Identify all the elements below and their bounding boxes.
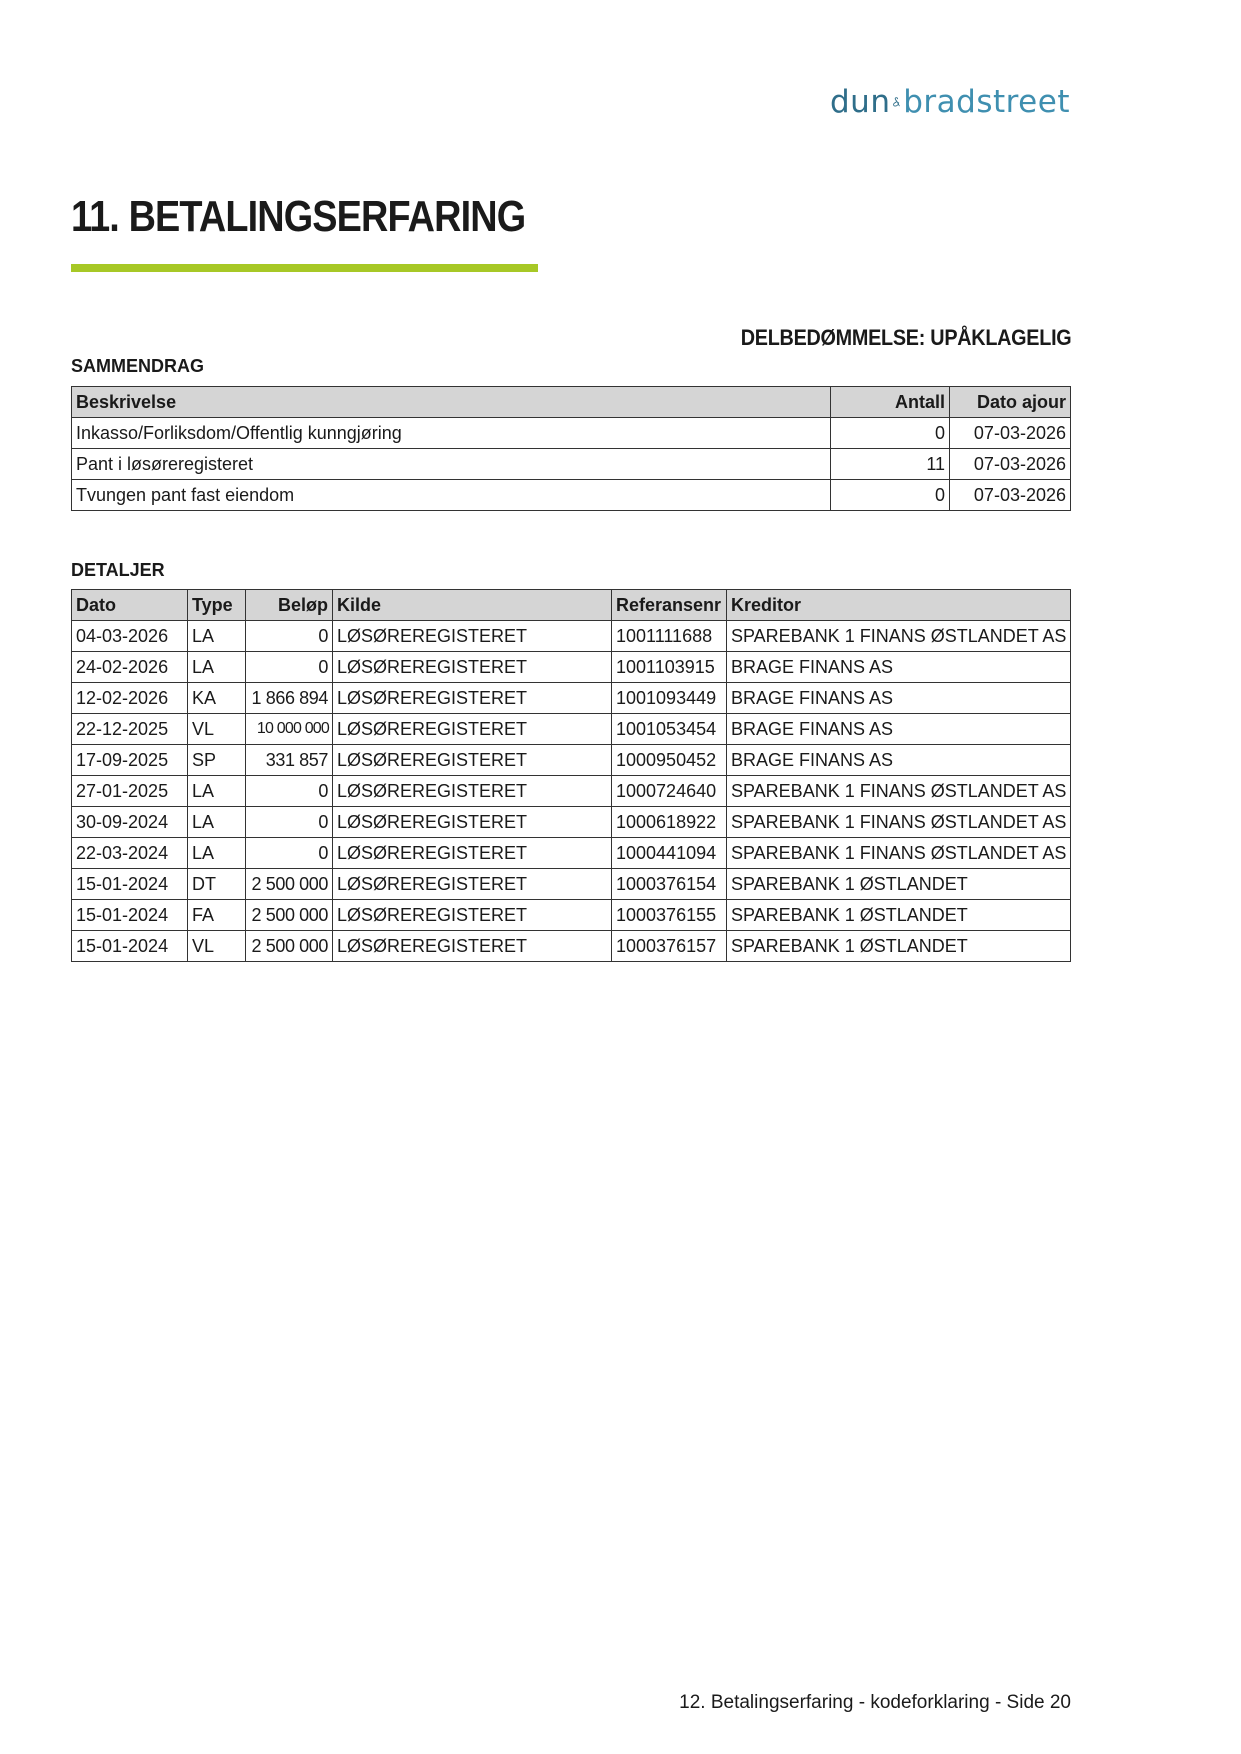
details-amount: 2 500 000 xyxy=(246,900,333,931)
details-date: 27-01-2025 xyxy=(72,776,188,807)
details-date: 22-03-2024 xyxy=(72,838,188,869)
details-creditor: SPAREBANK 1 FINANS ØSTLANDET AS xyxy=(727,621,1071,652)
details-header-row xyxy=(72,590,1071,621)
details-amount: 10 000 000 xyxy=(246,714,333,745)
page-title: 11. BETALINGSERFARING xyxy=(71,192,526,241)
ampersand-logo-icon xyxy=(892,82,901,122)
details-header-date: Dato xyxy=(72,590,188,621)
details-source: LØSØREREGISTERET xyxy=(333,776,612,807)
details-label: DETALJER xyxy=(71,560,165,580)
details-type: LA xyxy=(188,807,246,838)
details-creditor: SPAREBANK 1 FINANS ØSTLANDET AS xyxy=(727,807,1071,838)
details-creditor: BRAGE FINANS AS xyxy=(727,745,1071,776)
details-row xyxy=(72,807,1071,838)
details-amount: 0 xyxy=(246,621,333,652)
summary-count: 0 xyxy=(831,480,950,511)
details-source: LØSØREREGISTERET xyxy=(333,869,612,900)
details-creditor: BRAGE FINANS AS xyxy=(727,714,1071,745)
summary-label: SAMMENDRAG xyxy=(71,356,204,376)
details-reference: 1000950452 xyxy=(612,745,727,776)
summary-date: 07-03-2026 xyxy=(950,418,1071,449)
summary-header-date: Dato ajour xyxy=(950,387,1071,418)
details-reference: 1001053454 xyxy=(612,714,727,745)
details-amount: 0 xyxy=(246,838,333,869)
details-type: VL xyxy=(188,714,246,745)
summary-count: 11 xyxy=(831,449,950,480)
summary-description: Tvungen pant fast eiendom xyxy=(72,480,831,511)
summary-header-description: Beskrivelse xyxy=(72,387,831,418)
details-header-reference: Referansenr xyxy=(612,590,727,621)
details-row xyxy=(72,931,1071,962)
summary-header-row xyxy=(72,387,1071,418)
summary-row xyxy=(72,418,1071,449)
details-row xyxy=(72,714,1071,745)
details-date: 22-12-2025 xyxy=(72,714,188,745)
details-amount: 0 xyxy=(246,776,333,807)
summary-header-count: Antall xyxy=(831,387,950,418)
logo-word-bradstreet: bradstreet xyxy=(903,84,1070,120)
details-header-source: Kilde xyxy=(333,590,612,621)
details-reference: 1000376154 xyxy=(612,869,727,900)
details-creditor: SPAREBANK 1 ØSTLANDET xyxy=(727,900,1071,931)
details-reference: 1000376157 xyxy=(612,931,727,962)
details-date: 24-02-2026 xyxy=(72,652,188,683)
rating-heading: DELBEDØMMELSE: UPÅKLAGELIG xyxy=(740,325,1071,350)
details-type: SP xyxy=(188,745,246,776)
title-underline xyxy=(71,264,538,272)
details-creditor: SPAREBANK 1 FINANS ØSTLANDET AS xyxy=(727,776,1071,807)
details-creditor: BRAGE FINANS AS xyxy=(727,683,1071,714)
details-reference: 1000618922 xyxy=(612,807,727,838)
details-row xyxy=(72,900,1071,931)
details-type: LA xyxy=(188,621,246,652)
details-date: 17-09-2025 xyxy=(72,745,188,776)
details-creditor: SPAREBANK 1 ØSTLANDET xyxy=(727,869,1071,900)
details-creditor: BRAGE FINANS AS xyxy=(727,652,1071,683)
details-type: DT xyxy=(188,869,246,900)
details-type: FA xyxy=(188,900,246,931)
details-amount: 2 500 000 xyxy=(246,869,333,900)
summary-date: 07-03-2026 xyxy=(950,480,1071,511)
details-creditor: SPAREBANK 1 ØSTLANDET xyxy=(727,931,1071,962)
details-type: LA xyxy=(188,652,246,683)
details-source: LØSØREREGISTERET xyxy=(333,745,612,776)
details-amount: 1 866 894 xyxy=(246,683,333,714)
details-row xyxy=(72,745,1071,776)
details-date: 12-02-2026 xyxy=(72,683,188,714)
details-source: LØSØREREGISTERET xyxy=(333,683,612,714)
details-row xyxy=(72,776,1071,807)
details-date: 15-01-2024 xyxy=(72,900,188,931)
summary-description: Pant i løsøreregisteret xyxy=(72,449,831,480)
details-reference: 1001111688 xyxy=(612,621,727,652)
summary-date: 07-03-2026 xyxy=(950,449,1071,480)
details-reference: 1000376155 xyxy=(612,900,727,931)
details-type: VL xyxy=(188,931,246,962)
summary-count: 0 xyxy=(831,418,950,449)
summary-description: Inkasso/Forliksdom/Offentlig kunngjøring xyxy=(72,418,831,449)
details-row xyxy=(72,838,1071,869)
details-header-type: Type xyxy=(188,590,246,621)
dun-bradstreet-logo xyxy=(830,80,1070,124)
details-amount: 331 857 xyxy=(246,745,333,776)
summary-row xyxy=(72,449,1071,480)
details-date: 04-03-2026 xyxy=(72,621,188,652)
details-source: LØSØREREGISTERET xyxy=(333,621,612,652)
details-reference: 1000441094 xyxy=(612,838,727,869)
details-date: 15-01-2024 xyxy=(72,869,188,900)
details-reference: 1000724640 xyxy=(612,776,727,807)
details-source: LØSØREREGISTERET xyxy=(333,931,612,962)
details-table xyxy=(71,589,1071,962)
summary-row xyxy=(72,480,1071,511)
details-header-creditor: Kreditor xyxy=(727,590,1071,621)
details-reference: 1001103915 xyxy=(612,652,727,683)
details-type: LA xyxy=(188,776,246,807)
details-type: KA xyxy=(188,683,246,714)
details-row xyxy=(72,683,1071,714)
details-header-amount: Beløp xyxy=(246,590,333,621)
details-row xyxy=(72,869,1071,900)
details-date: 30-09-2024 xyxy=(72,807,188,838)
details-amount: 0 xyxy=(246,807,333,838)
details-source: LØSØREREGISTERET xyxy=(333,714,612,745)
details-reference: 1001093449 xyxy=(612,683,727,714)
details-source: LØSØREREGISTERET xyxy=(333,900,612,931)
details-row xyxy=(72,652,1071,683)
details-amount: 2 500 000 xyxy=(246,931,333,962)
details-source: LØSØREREGISTERET xyxy=(333,838,612,869)
details-type: LA xyxy=(188,838,246,869)
summary-table xyxy=(71,386,1071,511)
page-footer: 12. Betalingserfaring - kodeforklaring - Side 20 xyxy=(679,1692,1071,1713)
details-amount: 0 xyxy=(246,652,333,683)
logo-word-dun: dun xyxy=(830,84,891,120)
details-date: 15-01-2024 xyxy=(72,931,188,962)
details-source: LØSØREREGISTERET xyxy=(333,652,612,683)
details-row xyxy=(72,621,1071,652)
details-source: LØSØREREGISTERET xyxy=(333,807,612,838)
details-creditor: SPAREBANK 1 FINANS ØSTLANDET AS xyxy=(727,838,1071,869)
